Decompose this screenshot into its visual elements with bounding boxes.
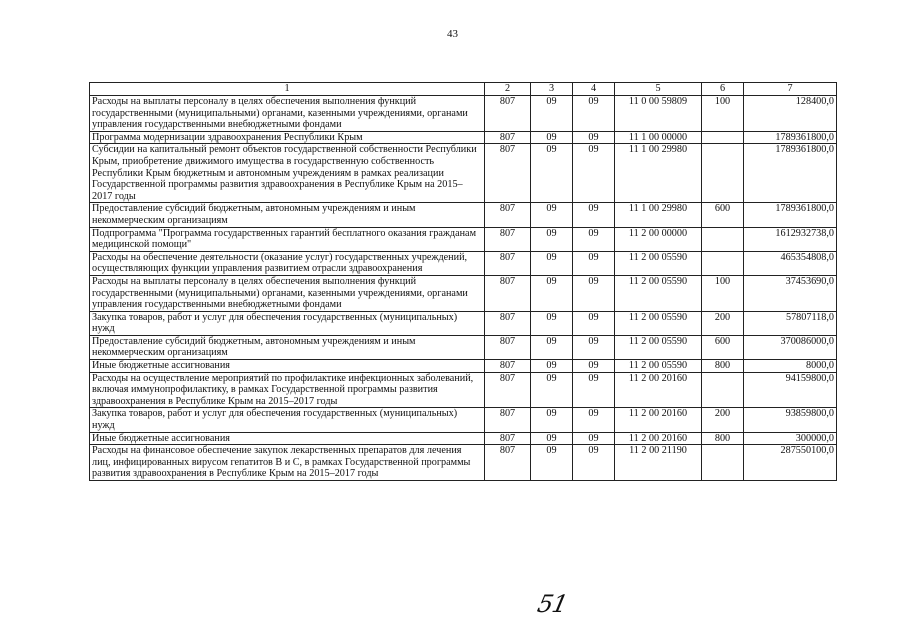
- cell-target-article: 11 2 00 05590: [615, 251, 702, 275]
- table-row: [90, 372, 837, 408]
- cell-target-article: 11 2 00 05590: [615, 360, 702, 373]
- cell-target-article: 11 2 00 05590: [615, 311, 702, 335]
- cell-ministry-code: 807: [485, 96, 531, 132]
- cell-target-article: 11 1 00 29980: [615, 144, 702, 203]
- column-header: 3: [531, 83, 573, 96]
- cell-name: Расходы на обеспечение деятельности (оказание услуг) государственных учреждений, осуществляющих функции управления развитием отрасли здравоохранения: [90, 251, 485, 275]
- cell-ministry-code: 807: [485, 227, 531, 251]
- cell-ministry-code: 807: [485, 203, 531, 227]
- cell-name: Закупка товаров, работ и услуг для обеспечения государственных (муниципальных) нужд: [90, 408, 485, 432]
- table-row: [90, 360, 837, 373]
- cell-subsection-code: 09: [573, 335, 615, 359]
- cell-amount: 94159800,0: [744, 372, 837, 408]
- column-header: 7: [744, 83, 837, 96]
- cell-expense-type: [702, 227, 744, 251]
- cell-expense-type: [702, 445, 744, 481]
- column-header: 5: [615, 83, 702, 96]
- cell-section-code: 09: [531, 275, 573, 311]
- cell-subsection-code: 09: [573, 311, 615, 335]
- cell-subsection-code: 09: [573, 432, 615, 445]
- cell-expense-type: 800: [702, 432, 744, 445]
- cell-subsection-code: 09: [573, 408, 615, 432]
- table-row: [90, 96, 837, 132]
- column-header: 1: [90, 83, 485, 96]
- cell-section-code: 09: [531, 432, 573, 445]
- cell-section-code: 09: [531, 131, 573, 144]
- table-row: [90, 131, 837, 144]
- cell-subsection-code: 09: [573, 96, 615, 132]
- cell-subsection-code: 09: [573, 360, 615, 373]
- cell-name: Расходы на выплаты персоналу в целях обеспечения выполнения функций государственными (муниципальными) органами, казенными учреждениями, органами управления государственными внебюджетными фондами: [90, 96, 485, 132]
- cell-target-article: 11 2 00 05590: [615, 275, 702, 311]
- cell-ministry-code: 807: [485, 311, 531, 335]
- cell-amount: 287550100,0: [744, 445, 837, 481]
- cell-amount: 1789361800,0: [744, 131, 837, 144]
- cell-name: Расходы на финансовое обеспечение закупок лекарственных препаратов для лечения лиц, инфицированных вирусом гепатитов В и С, в рамках Государственной программы развития здравоохранения в Республике Крым на 2015–2017 годы: [90, 445, 485, 481]
- column-header: 4: [573, 83, 615, 96]
- cell-section-code: 09: [531, 335, 573, 359]
- cell-subsection-code: 09: [573, 445, 615, 481]
- cell-section-code: 09: [531, 227, 573, 251]
- cell-target-article: 11 2 00 20160: [615, 408, 702, 432]
- cell-section-code: 09: [531, 445, 573, 481]
- cell-target-article: 11 1 00 00000: [615, 131, 702, 144]
- cell-expense-type: 600: [702, 335, 744, 359]
- cell-subsection-code: 09: [573, 372, 615, 408]
- cell-ministry-code: 807: [485, 335, 531, 359]
- cell-name: Предоставление субсидий бюджетным, автономным учреждениям и иным некоммерческим организациям: [90, 203, 485, 227]
- page-number: 43: [447, 28, 458, 40]
- cell-name: Расходы на выплаты персоналу в целях обеспечения выполнения функций государственными (муниципальными) органами, казенными учреждениями, органами управления государственными внебюджетными фондами: [90, 275, 485, 311]
- header-row: [90, 83, 837, 96]
- cell-name: Расходы на осуществление мероприятий по профилактике инфекционных заболеваний, включая иммунопрофилактику, в рамках Государственной программы развития здравоохранения в Республике Крым на 2015–2017 годы: [90, 372, 485, 408]
- table-row: [90, 203, 837, 227]
- cell-target-article: 11 2 00 21190: [615, 445, 702, 481]
- cell-name: Предоставление субсидий бюджетным, автономным учреждениям и иным некоммерческим организациям: [90, 335, 485, 359]
- cell-amount: 57807118,0: [744, 311, 837, 335]
- column-header: 2: [485, 83, 531, 96]
- cell-section-code: 09: [531, 96, 573, 132]
- cell-target-article: 11 2 00 05590: [615, 335, 702, 359]
- cell-ministry-code: 807: [485, 408, 531, 432]
- cell-ministry-code: 807: [485, 251, 531, 275]
- cell-expense-type: 200: [702, 311, 744, 335]
- cell-expense-type: [702, 144, 744, 203]
- cell-name: Иные бюджетные ассигнования: [90, 432, 485, 445]
- cell-name: Закупка товаров, работ и услуг для обеспечения государственных (муниципальных) нужд: [90, 311, 485, 335]
- cell-ministry-code: 807: [485, 275, 531, 311]
- cell-name: Субсидии на капитальный ремонт объектов государственной собственности Республики Крым, приобретение движимого имущества в государственную собственность Республики Крым бюджетным и автономным учреждениям в рамках реализации Государственной программы развития здравоохранения в Республике Крым на 2015–2017 годы: [90, 144, 485, 203]
- cell-amount: 128400,0: [744, 96, 837, 132]
- cell-subsection-code: 09: [573, 275, 615, 311]
- cell-amount: 1612932738,0: [744, 227, 837, 251]
- cell-amount: 1789361800,0: [744, 144, 837, 203]
- table-row: [90, 227, 837, 251]
- table-row: [90, 251, 837, 275]
- table-row: [90, 335, 837, 359]
- table-row: [90, 275, 837, 311]
- cell-amount: 370086000,0: [744, 335, 837, 359]
- cell-subsection-code: 09: [573, 203, 615, 227]
- cell-section-code: 09: [531, 360, 573, 373]
- cell-target-article: 11 1 00 29980: [615, 203, 702, 227]
- cell-expense-type: [702, 251, 744, 275]
- cell-expense-type: 100: [702, 96, 744, 132]
- cell-expense-type: 100: [702, 275, 744, 311]
- cell-section-code: 09: [531, 203, 573, 227]
- cell-name: Иные бюджетные ассигнования: [90, 360, 485, 373]
- budget-table: [89, 82, 837, 481]
- cell-amount: 93859800,0: [744, 408, 837, 432]
- cell-amount: 1789361800,0: [744, 203, 837, 227]
- cell-subsection-code: 09: [573, 144, 615, 203]
- cell-ministry-code: 807: [485, 432, 531, 445]
- table-body: [90, 96, 837, 481]
- cell-amount: 300000,0: [744, 432, 837, 445]
- cell-target-article: 11 2 00 20160: [615, 432, 702, 445]
- cell-amount: 465354808,0: [744, 251, 837, 275]
- table-row: [90, 144, 837, 203]
- cell-target-article: 11 2 00 00000: [615, 227, 702, 251]
- cell-subsection-code: 09: [573, 251, 615, 275]
- cell-amount: 8000,0: [744, 360, 837, 373]
- cell-subsection-code: 09: [573, 227, 615, 251]
- cell-expense-type: [702, 131, 744, 144]
- cell-ministry-code: 807: [485, 360, 531, 373]
- cell-target-article: 11 2 00 20160: [615, 372, 702, 408]
- cell-target-article: 11 0 00 59809: [615, 96, 702, 132]
- cell-section-code: 09: [531, 144, 573, 203]
- cell-amount: 37453690,0: [744, 275, 837, 311]
- cell-expense-type: 800: [702, 360, 744, 373]
- cell-ministry-code: 807: [485, 372, 531, 408]
- cell-ministry-code: 807: [485, 445, 531, 481]
- table-row: [90, 311, 837, 335]
- table-row: [90, 445, 837, 481]
- cell-expense-type: 200: [702, 408, 744, 432]
- handwritten-mark: 51: [535, 590, 570, 618]
- cell-section-code: 09: [531, 311, 573, 335]
- cell-name: Программа модернизации здравоохранения Республики Крым: [90, 131, 485, 144]
- cell-subsection-code: 09: [573, 131, 615, 144]
- cell-expense-type: 600: [702, 203, 744, 227]
- cell-section-code: 09: [531, 372, 573, 408]
- table-row: [90, 432, 837, 445]
- cell-section-code: 09: [531, 408, 573, 432]
- cell-name: Подпрограмма "Программа государственных гарантий бесплатного оказания гражданам медицинской помощи": [90, 227, 485, 251]
- cell-ministry-code: 807: [485, 131, 531, 144]
- column-header: 6: [702, 83, 744, 96]
- table-row: [90, 408, 837, 432]
- cell-expense-type: [702, 372, 744, 408]
- cell-section-code: 09: [531, 251, 573, 275]
- cell-ministry-code: 807: [485, 144, 531, 203]
